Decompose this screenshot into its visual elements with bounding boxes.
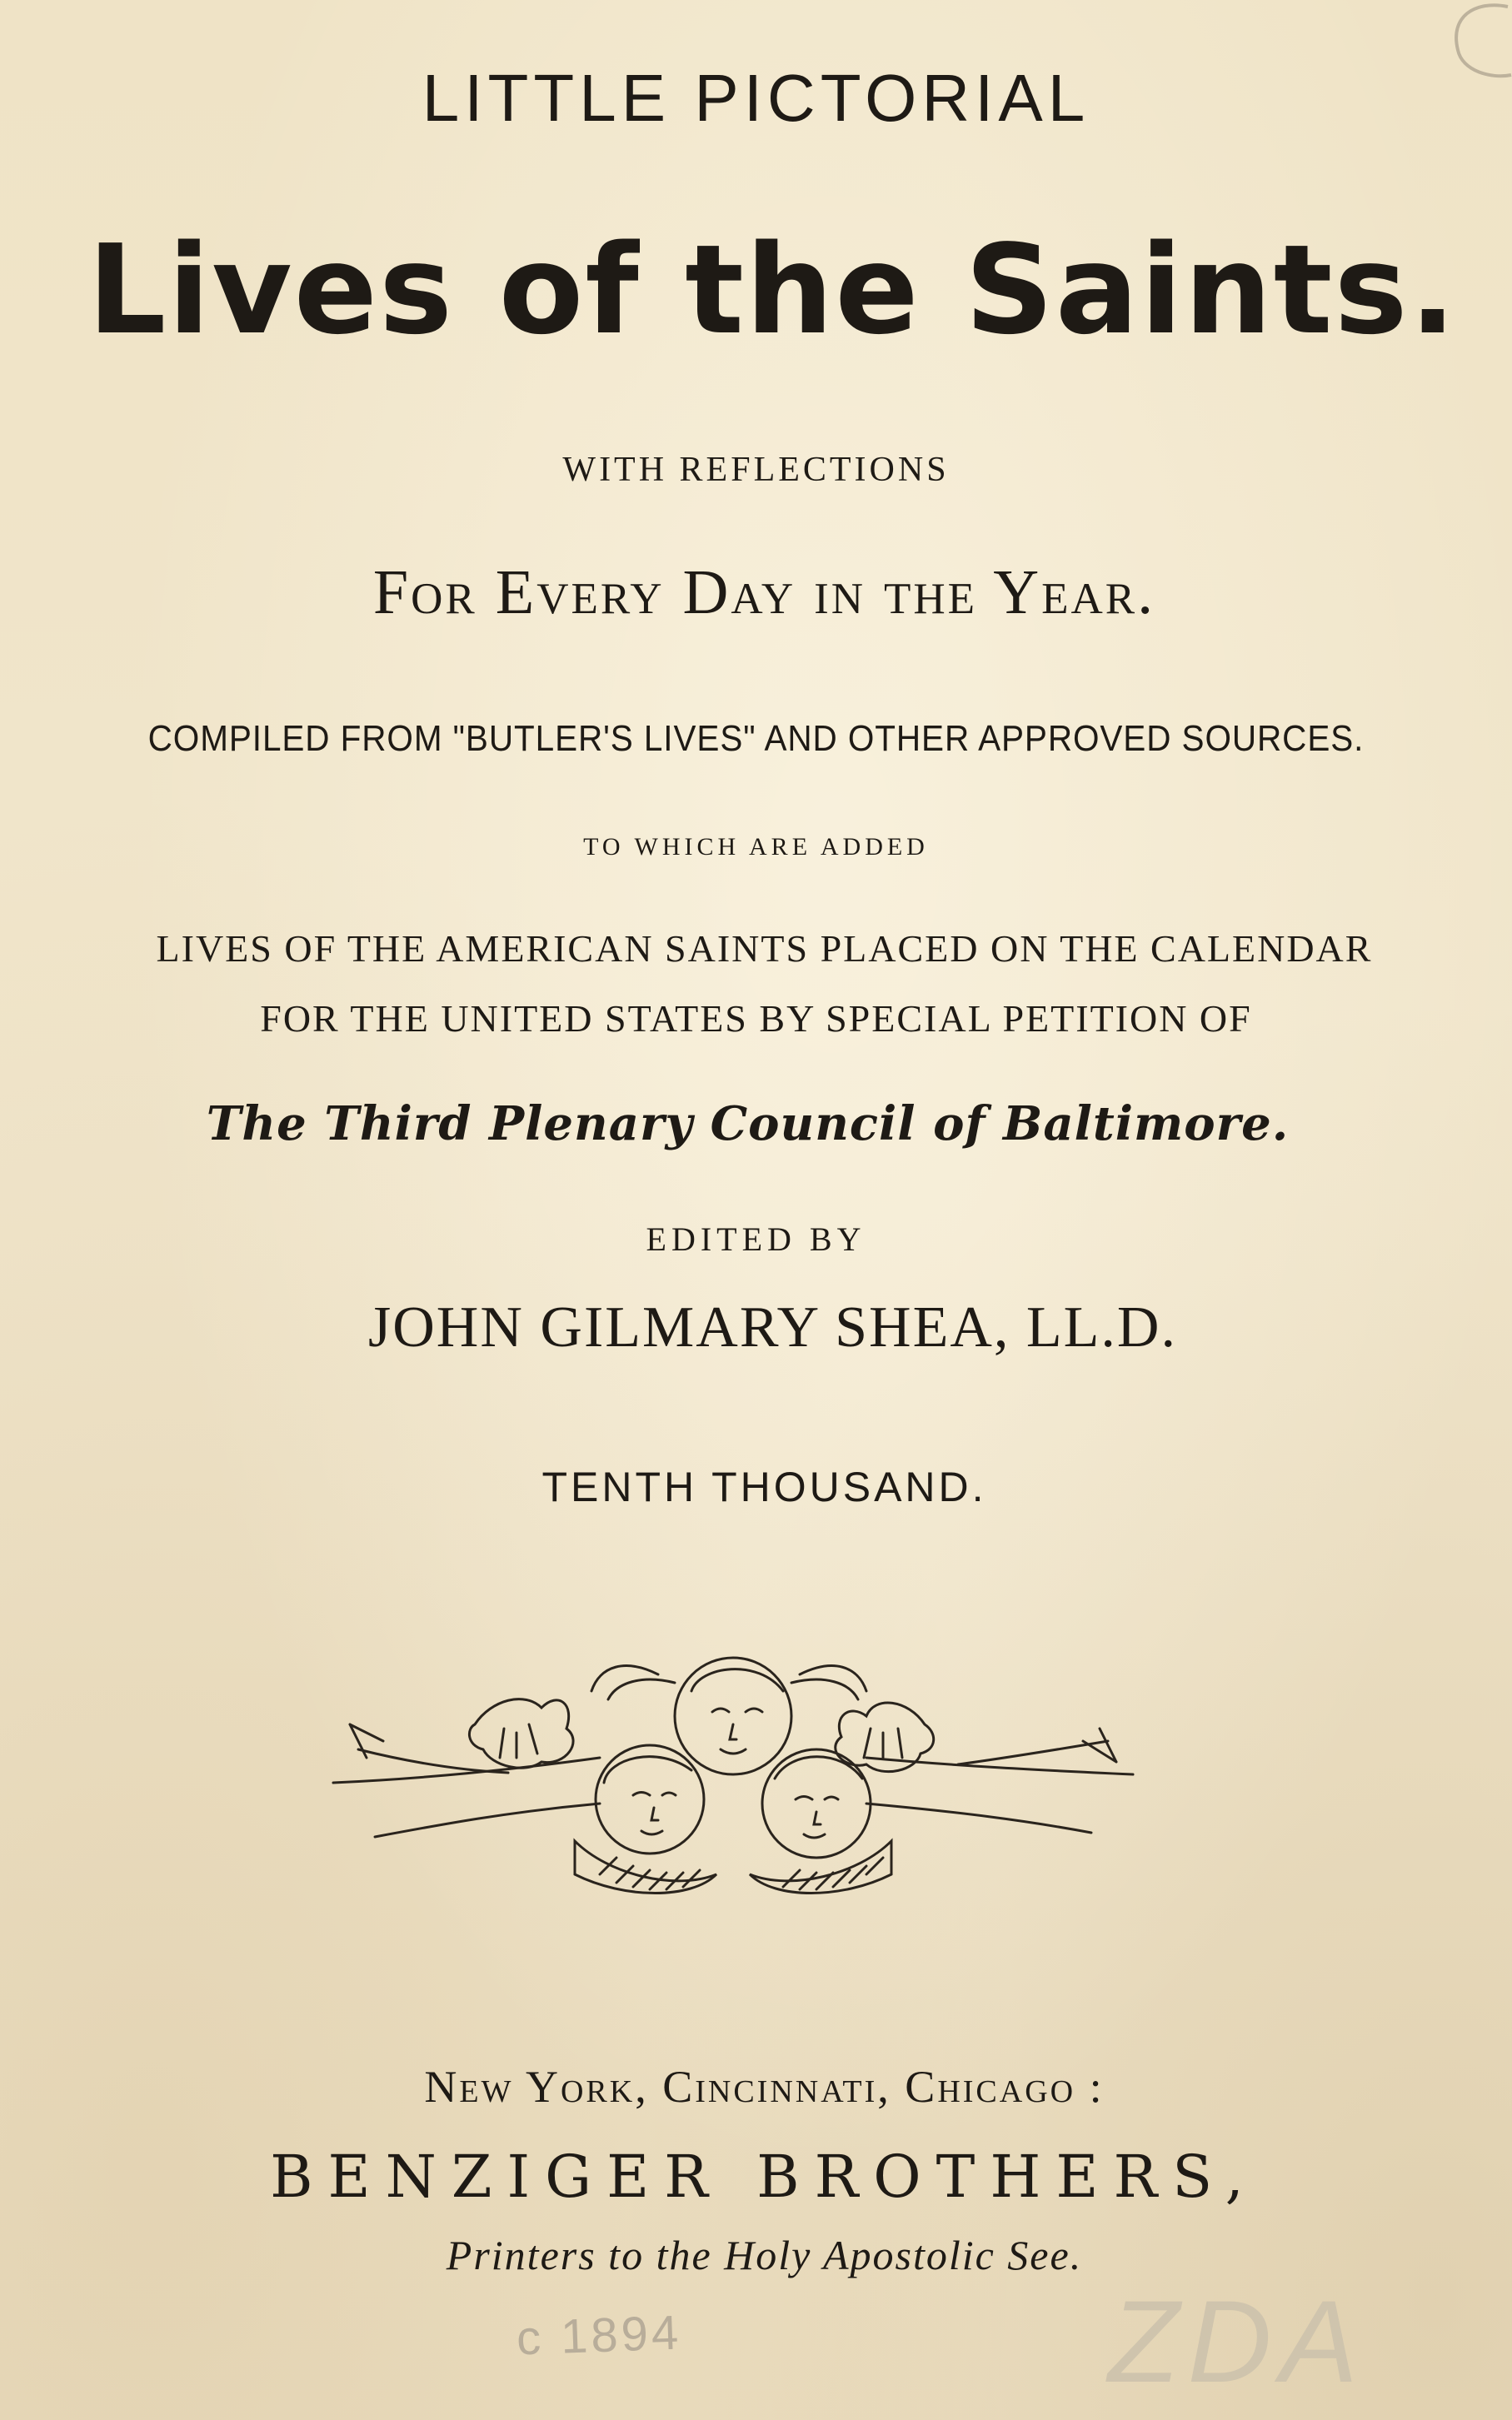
pencil-mark-note: ZDA <box>1108 2276 1366 2407</box>
edition-line: TENTH THOUSAND. <box>541 1464 987 1510</box>
publisher-name: BENZIGER BROTHERS, <box>270 2143 1259 2211</box>
editor-name: JOHN GILMARY SHEA, LL.D. <box>368 1295 1177 1360</box>
edited-by-line: EDITED BY <box>646 1220 866 1258</box>
council-line: The Third Plenary Council of Baltimore. <box>206 1096 1290 1151</box>
pencil-date-note: c 1894 <box>515 2305 683 2366</box>
publisher-cities: New York, Cincinnati, Chicago : <box>424 2062 1105 2112</box>
series-title: LITTLE PICTORIAL <box>422 61 1090 135</box>
compiled-from-line: COMPILED FROM "BUTLER'S LIVES" AND OTHER APPROVED SOURCES. <box>147 718 1365 759</box>
every-day-line: For Every Day in the Year. <box>372 557 1156 627</box>
with-reflections-line: WITH REFLECTIONS <box>562 451 950 489</box>
american-saints-line: LIVES OF THE AMERICAN SAINTS PLACED ON THE CALENDAR <box>156 927 1373 970</box>
printers-line: Printers to the Holy Apostolic See. <box>446 2232 1083 2278</box>
main-title: Lives of the Saints. <box>87 218 1458 362</box>
cherubs-vignette-icon <box>325 1624 1141 1941</box>
united-states-line: FOR THE UNITED STATES BY SPECIAL PETITION OF <box>260 997 1252 1040</box>
to-which-added-line: TO WHICH ARE ADDED <box>583 833 929 861</box>
